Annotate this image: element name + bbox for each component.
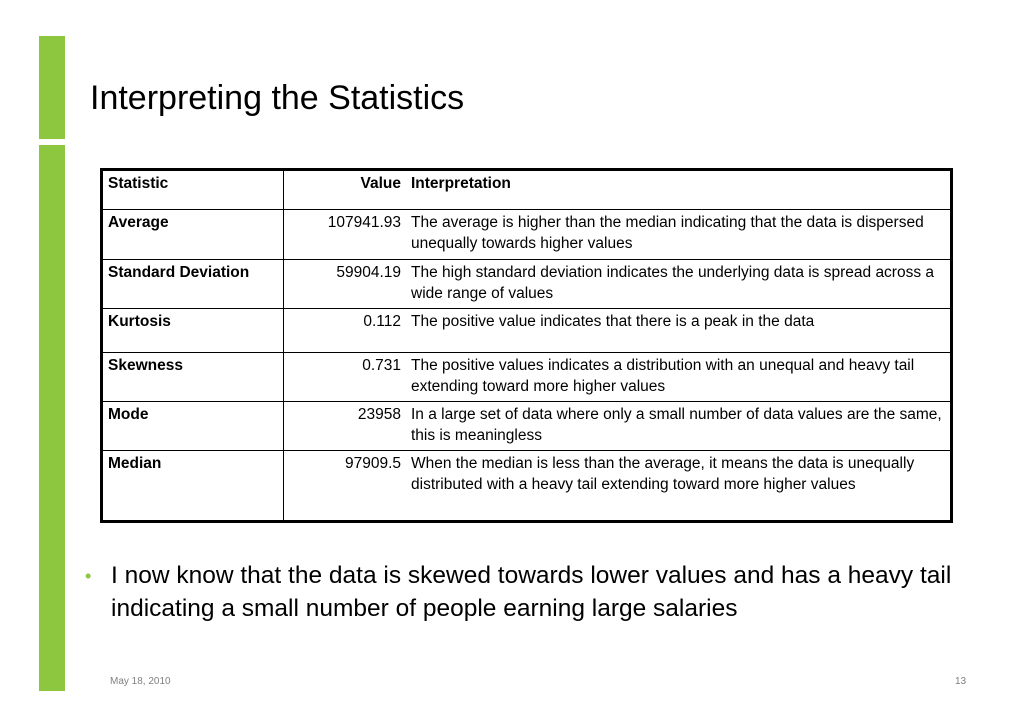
accent-bar-top bbox=[39, 36, 65, 139]
bullet-dot-icon: • bbox=[85, 566, 92, 586]
statistics-table bbox=[100, 168, 953, 523]
footer-date: May 18, 2010 bbox=[110, 676, 171, 687]
header-statistic: Statistic bbox=[102, 170, 284, 210]
statistic-value: 59904.19 bbox=[284, 259, 407, 308]
statistic-interpretation: The positive value indicates that there is a peak in the data bbox=[406, 309, 952, 352]
statistic-name: Skewness bbox=[102, 352, 284, 401]
slide-title: Interpreting the Statistics bbox=[90, 79, 465, 117]
header-interpretation: Interpretation bbox=[406, 170, 952, 210]
statistic-name: Kurtosis bbox=[102, 309, 284, 352]
statistic-interpretation: The positive values indicates a distribution with an unequal and heavy tail extending toward more higher values bbox=[406, 352, 952, 401]
statistic-value: 97909.5 bbox=[284, 451, 407, 522]
table-row bbox=[102, 259, 952, 308]
statistic-interpretation: In a large set of data where only a small number of data values are the same, this is meaningless bbox=[406, 401, 952, 450]
statistic-value: 0.731 bbox=[284, 352, 407, 401]
header-value: Value bbox=[284, 170, 407, 210]
statistic-name: Mode bbox=[102, 401, 284, 450]
statistic-interpretation: The high standard deviation indicates the underlying data is spread across a wide range of values bbox=[406, 259, 952, 308]
statistic-value: 0.112 bbox=[284, 309, 407, 352]
accent-bar-bottom bbox=[39, 145, 65, 691]
table-header-row bbox=[102, 170, 952, 210]
bullet-point bbox=[85, 559, 965, 625]
bullet-text: I now know that the data is skewed towards lower values and has a heavy tail indicating a small number of people earning large salaries bbox=[111, 562, 952, 622]
table-row bbox=[102, 352, 952, 401]
table-row bbox=[102, 210, 952, 259]
page-number: 13 bbox=[955, 676, 967, 687]
table-row bbox=[102, 309, 952, 352]
statistic-value: 23958 bbox=[284, 401, 407, 450]
statistic-name: Standard Deviation bbox=[102, 259, 284, 308]
table-row bbox=[102, 451, 952, 522]
statistic-interpretation: The average is higher than the median indicating that the data is dispersed unequally towards higher values bbox=[406, 210, 952, 259]
table-row bbox=[102, 401, 952, 450]
statistic-name: Average bbox=[102, 210, 284, 259]
statistic-interpretation: When the median is less than the average, it means the data is unequally distributed with a heavy tail extending toward more higher values bbox=[406, 451, 952, 522]
statistic-value: 107941.93 bbox=[284, 210, 407, 259]
statistic-name: Median bbox=[102, 451, 284, 522]
